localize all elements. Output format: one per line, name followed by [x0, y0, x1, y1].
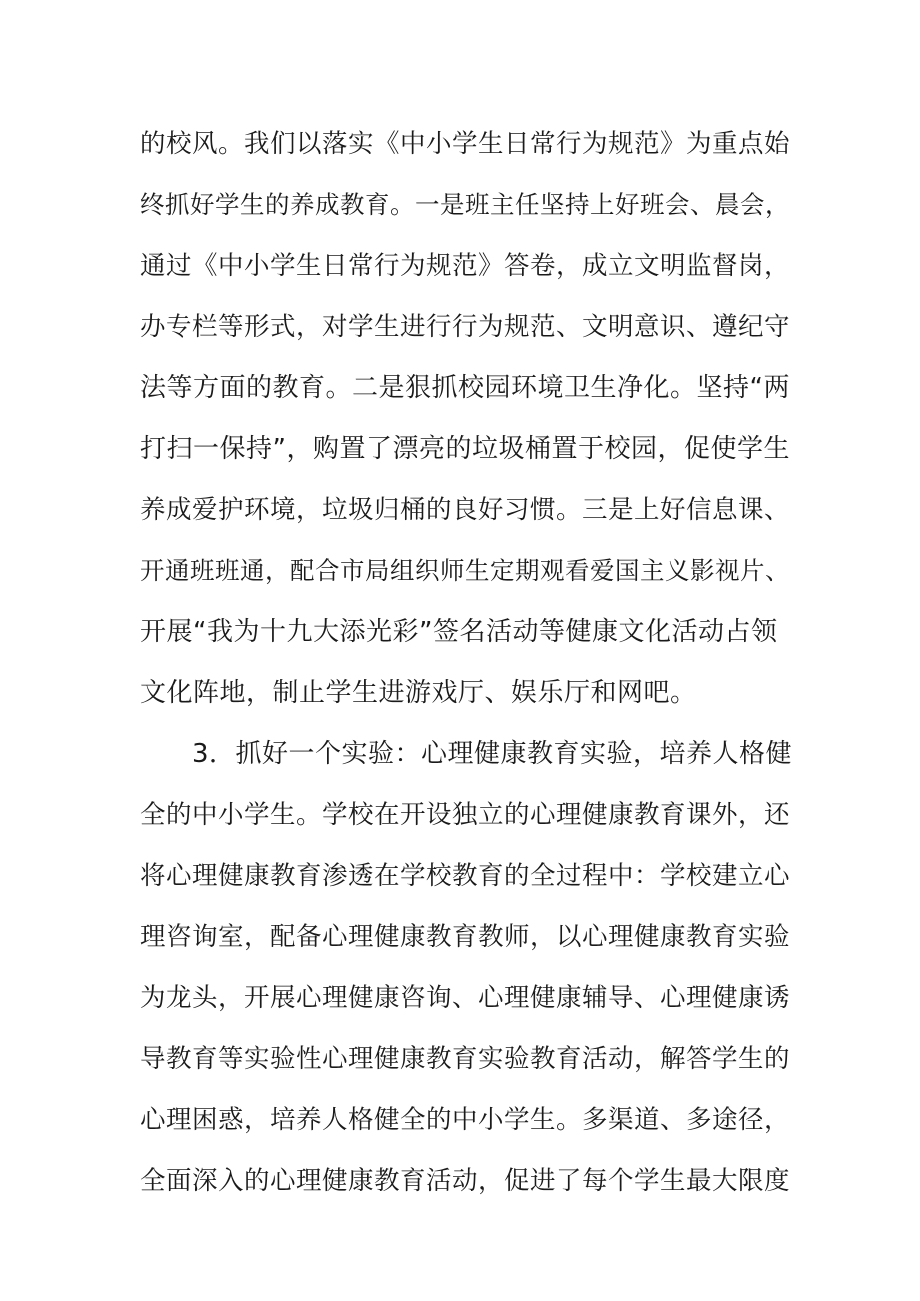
text-line: 理咨询室，配备心理健康教育教师，以心理健康教育实验 [140, 922, 791, 952]
text-line: 开展“我为十九大添光彩”签名活动等健康文化活动占领 [140, 617, 778, 647]
text-line: 养成爱护环境，垃圾归桶的良好习惯。三是上好信息课、 [140, 495, 791, 525]
text-line: 打扫一保持”，购置了漂亮的垃圾桶置于校园，促使学生 [140, 434, 790, 464]
text-line: 导教育等实验性心理健康教育实验教育活动，解答学生的 [140, 1044, 791, 1074]
text-line: 终抓好学生的养成教育。一是班主任坚持上好班会、晨会， [140, 190, 790, 219]
text-line: 为龙头，开展心理健康咨询、心理健康辅导、心理健康诱 [140, 983, 791, 1013]
text-line: 的校风。我们以落实《中小学生日常行为规范》为重点始 [140, 129, 791, 159]
text-line: 心理困惑，培养人格健全的中小学生。多渠道、多途径， [140, 1105, 791, 1135]
paragraph-heading-line: 3．抓好一个实验：心理健康教育实验，培养人格健 [192, 739, 793, 769]
text-line: 法等方面的教育。二是狠抓校园环境卫生净化。坚持“两 [140, 373, 790, 403]
text-line: 开通班班通，配合市局组织师生定期观看爱国主义影视片、 [140, 556, 790, 585]
text-line: 文化阵地，制止学生进游戏厅、娱乐厅和网吧。 [140, 678, 697, 708]
text-line: 全面深入的心理健康教育活动，促进了每个学生最大限度 [140, 1166, 791, 1196]
text-line: 办专栏等形式，对学生进行行为规范、文明意识、遵纪守 [140, 312, 791, 342]
text-line: 通过《中小学生日常行为规范》答卷，成立文明监督岗， [140, 251, 791, 281]
text-line: 全的中小学生。学校在开设独立的心理健康教育课外，还 [140, 800, 791, 830]
text-line: 将心理健康教育渗透在学校教育的全过程中：学校建立心 [140, 861, 791, 891]
